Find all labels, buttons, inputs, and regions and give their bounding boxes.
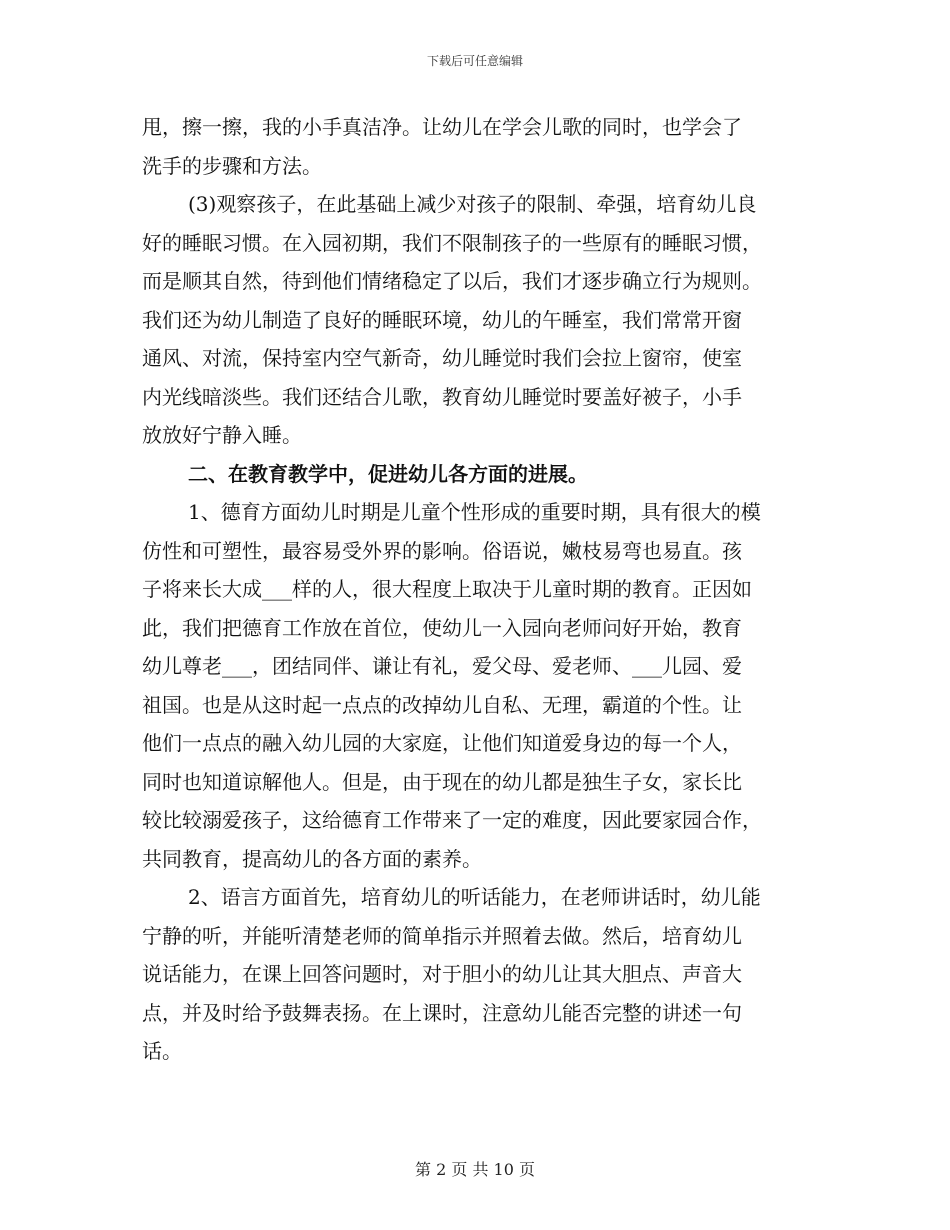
page-number: 第 2 页 共 10 页 bbox=[415, 1160, 535, 1179]
paragraph-start-line: 2、语言方面首先，培育幼儿的听话能力，在老师讲话时，幼儿能 bbox=[188, 885, 761, 909]
body-line: 子将来长大成___样的人，很大程度上取决于儿童时期的教育。正因如 bbox=[142, 577, 752, 601]
body-line: 甩，擦一擦，我的小手真洁净。让幼儿在学会儿歌的同时，也学会了 bbox=[142, 115, 742, 139]
body-line: 幼儿尊老___，团结同伴、谦让有礼，爱父母、爱老师、___儿园、爱 bbox=[142, 654, 742, 678]
paragraph-start-line: 1、德育方面幼儿时期是儿童个性形成的重要时期，具有很大的模 bbox=[188, 500, 761, 524]
body-line: 话。 bbox=[142, 1039, 182, 1063]
body-line: 同时也知道谅解他人。但是，由于现在的幼儿都是独生子女，家长比 bbox=[142, 769, 742, 794]
body-line: 此，我们把德育工作放在首位，使幼儿一入园向老师问好开始，教育 bbox=[142, 615, 742, 640]
body-line: 洗手的步骤和方法。 bbox=[142, 153, 322, 178]
body-line: 宁静的听，并能听清楚老师的简单指示并照着去做。然后，培育幼儿 bbox=[142, 923, 742, 948]
body-line: 较比较溺爱孩子，这给德育工作带来了一定的难度，因此要家园合作， bbox=[142, 808, 762, 832]
section-heading: 二、在教育教学中，促进幼儿各方面的进展。 bbox=[188, 461, 588, 486]
body-line: 说话能力，在课上回答问题时，对于胆小的幼儿让其大胆点、声音大 bbox=[142, 962, 742, 986]
body-line: 通风、对流，保持室内空气新奇，幼儿睡觉时我们会拉上窗帘，使室 bbox=[142, 346, 742, 370]
body-line: 仿性和可塑性，最容易受外界的影响。俗语说，嫩枝易弯也易直。孩 bbox=[142, 538, 742, 563]
body-line: 点，并及时给予鼓舞表扬。在上课时，注意幼儿能否完整的讲述一句 bbox=[142, 1000, 742, 1025]
body-line: 好的睡眠习惯。在入园初期，我们不限制孩子的一些原有的睡眠习惯， bbox=[142, 230, 762, 255]
body-line: 放放好宁静入睡。 bbox=[142, 423, 302, 447]
body-line: 内光线暗淡些。我们还结合儿歌，教育幼儿睡觉时要盖好被子，小手 bbox=[142, 384, 742, 409]
paragraph-start-line: (3)观察孩子，在此基础上减少对孩子的限制、牵强，培育幼儿良 bbox=[188, 192, 757, 216]
document-body bbox=[142, 108, 810, 1071]
body-line: 共同教育，提高幼儿的各方面的素养。 bbox=[142, 846, 482, 871]
body-line: 他们一点点的融入幼儿园的大家庭，让他们知道爱身边的每一个人， bbox=[142, 731, 742, 755]
body-line: 我们还为幼儿制造了良好的睡眠环境，幼儿的午睡室，我们常常开窗 bbox=[142, 307, 742, 332]
page-header-note: 下载后可任意编辑 bbox=[426, 54, 523, 68]
body-line: 祖国。也是从这时起一点点的改掉幼儿自私、无理，霸道的个性。让 bbox=[142, 692, 742, 717]
body-line: 而是顺其自然，待到他们情绪稳定了以后，我们才逐步确立行为规则。 bbox=[142, 269, 762, 293]
